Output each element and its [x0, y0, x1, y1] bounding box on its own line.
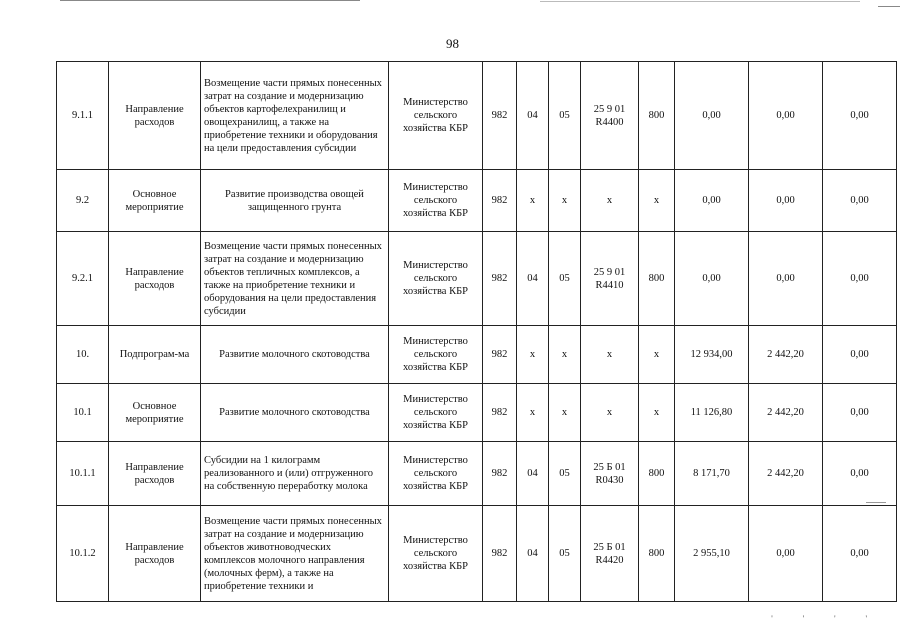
row-type: Направление расходов	[109, 232, 201, 326]
row-amount-1: 8 171,70	[675, 442, 749, 506]
row-pr: 05	[549, 506, 581, 602]
row-amount-3: 0,00	[823, 326, 897, 384]
row-amount-1: 0,00	[675, 232, 749, 326]
row-grbs: 982	[483, 326, 517, 384]
table-row	[57, 326, 897, 384]
row-csr: 25 Б 01 R0430	[581, 442, 639, 506]
budget-table	[56, 61, 897, 602]
row-amount-1: 12 934,00	[675, 326, 749, 384]
row-vr: x	[639, 170, 675, 232]
row-amount-3: 0,00	[823, 170, 897, 232]
page-number: 98	[446, 36, 459, 51]
row-amount-3: 0,00	[823, 62, 897, 170]
row-grbs: 982	[483, 232, 517, 326]
row-vr: 800	[639, 506, 675, 602]
row-rz: 04	[517, 442, 549, 506]
row-number: 10.1.1	[57, 442, 109, 506]
row-number: 10.1.2	[57, 506, 109, 602]
scan-artifact-top-right	[540, 1, 860, 2]
row-type: Направление расходов	[109, 442, 201, 506]
row-grbs: 982	[483, 384, 517, 442]
row-type: Направление расходов	[109, 62, 201, 170]
row-grbs: 982	[483, 506, 517, 602]
row-number: 9.2	[57, 170, 109, 232]
row-amount-1: 11 126,80	[675, 384, 749, 442]
row-amount-2: 0,00	[749, 62, 823, 170]
table-row	[57, 232, 897, 326]
table-row	[57, 506, 897, 602]
row-number: 10.	[57, 326, 109, 384]
row-executor: Министерство сельского хозяйства КБР	[389, 232, 483, 326]
row-pr: x	[549, 326, 581, 384]
row-type: Направление расходов	[109, 506, 201, 602]
row-name: Субсидии на 1 килограмм реализованного и (или) отгруженного на собственную переработку молока	[201, 442, 389, 506]
row-vr: x	[639, 326, 675, 384]
row-vr: 800	[639, 442, 675, 506]
row-amount-2: 0,00	[749, 506, 823, 602]
row-amount-2: 2 442,20	[749, 442, 823, 506]
row-amount-1: 0,00	[675, 170, 749, 232]
table-row	[57, 170, 897, 232]
row-pr: x	[549, 170, 581, 232]
row-csr: x	[581, 384, 639, 442]
row-grbs: 982	[483, 62, 517, 170]
row-amount-3: 0,00	[823, 232, 897, 326]
row-number: 10.1	[57, 384, 109, 442]
row-pr: 05	[549, 232, 581, 326]
row-csr: 25 9 01 R4410	[581, 232, 639, 326]
row-pr: 05	[549, 442, 581, 506]
row-name: Развитие молочного скотоводства	[201, 326, 389, 384]
row-grbs: 982	[483, 442, 517, 506]
table-row	[57, 62, 897, 170]
scan-artifact-top-left	[60, 0, 360, 1]
row-name: Развитие производства овощей защищенного грунта	[201, 170, 389, 232]
row-amount-3: 0,00	[823, 442, 897, 506]
row-executor: Министерство сельского хозяйства КБР	[389, 442, 483, 506]
row-executor: Министерство сельского хозяйства КБР	[389, 506, 483, 602]
row-vr: x	[639, 384, 675, 442]
row-amount-2: 2 442,20	[749, 384, 823, 442]
row-csr: x	[581, 326, 639, 384]
row-rz: x	[517, 384, 549, 442]
row-type: Подпрограм-ма	[109, 326, 201, 384]
scan-artifact-right-edge	[878, 6, 900, 7]
row-type: Основное мероприятие	[109, 170, 201, 232]
row-rz: x	[517, 326, 549, 384]
row-csr: x	[581, 170, 639, 232]
row-name: Возмещение части прямых понесенных затрат на создание и модернизацию объектов тепличных комплексов, а также на приобретение техники и оборудования на цели предоставления субсидии	[201, 232, 389, 326]
row-pr: 05	[549, 62, 581, 170]
row-type: Основное мероприятие	[109, 384, 201, 442]
row-rz: 04	[517, 506, 549, 602]
row-rz: x	[517, 170, 549, 232]
row-amount-1: 2 955,10	[675, 506, 749, 602]
row-pr: x	[549, 384, 581, 442]
row-executor: Министерство сельского хозяйства КБР	[389, 62, 483, 170]
row-csr: 25 Б 01 R4420	[581, 506, 639, 602]
row-grbs: 982	[483, 170, 517, 232]
row-amount-2: 2 442,20	[749, 326, 823, 384]
scan-corner-marks: ' ' ' '	[771, 614, 881, 623]
row-csr: 25 9 01 R4400	[581, 62, 639, 170]
row-name: Развитие молочного скотоводства	[201, 384, 389, 442]
row-executor: Министерство сельского хозяйства КБР	[389, 326, 483, 384]
row-name: Возмещение части прямых понесенных затрат на создание и модернизацию объектов животноводческих комплексов молочного направления (молочных ферм), а также на приобретение техники и	[201, 506, 389, 602]
row-number: 9.2.1	[57, 232, 109, 326]
row-vr: 800	[639, 62, 675, 170]
table-row	[57, 384, 897, 442]
row-amount-1: 0,00	[675, 62, 749, 170]
row-amount-2: 0,00	[749, 232, 823, 326]
row-rz: 04	[517, 232, 549, 326]
row-name: Возмещение части прямых понесенных затрат на создание и модернизацию объектов картофелехранилищ и овощехранилищ, а также на приобретение техники и оборудования на цели предоставления субсидии	[201, 62, 389, 170]
row-amount-3: 0,00	[823, 384, 897, 442]
row-amount-2: 0,00	[749, 170, 823, 232]
row-executor: Министерство сельского хозяйства КБР	[389, 170, 483, 232]
table-row	[57, 442, 897, 506]
row-vr: 800	[639, 232, 675, 326]
row-executor: Министерство сельского хозяйства КБР	[389, 384, 483, 442]
row-amount-3: 0,00	[823, 506, 897, 602]
row-rz: 04	[517, 62, 549, 170]
row-number: 9.1.1	[57, 62, 109, 170]
